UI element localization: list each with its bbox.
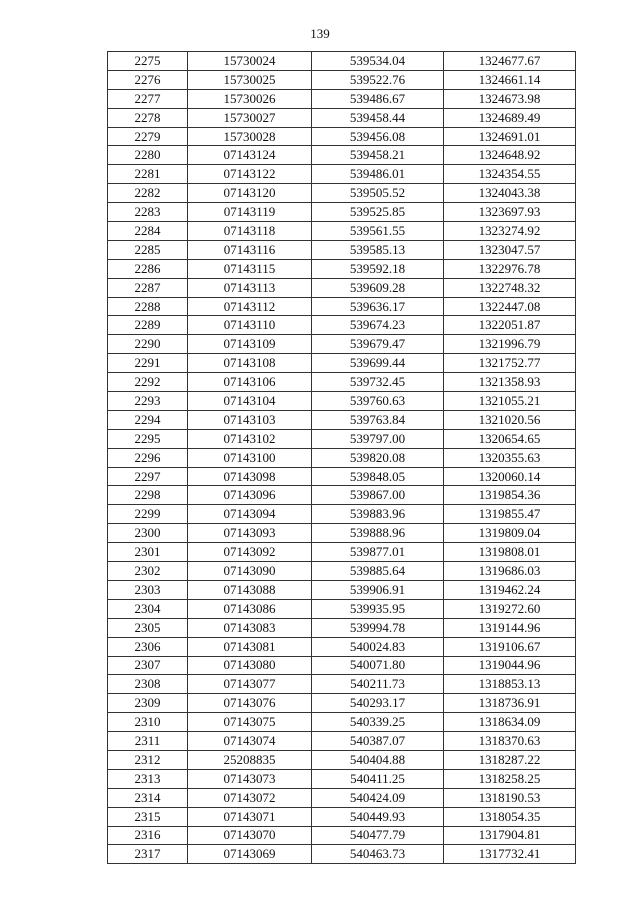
x-coordinate-cell: 539699.44 <box>312 354 444 373</box>
code-cell: 07143073 <box>188 769 312 788</box>
x-coordinate-cell: 539561.55 <box>312 222 444 241</box>
point-number-cell: 2282 <box>108 184 188 203</box>
code-cell: 07143070 <box>188 826 312 845</box>
x-coordinate-cell: 540424.09 <box>312 788 444 807</box>
table-row <box>108 108 576 127</box>
y-coordinate-cell: 1319144.96 <box>444 618 576 637</box>
point-number-cell: 2302 <box>108 562 188 581</box>
point-number-cell: 2314 <box>108 788 188 807</box>
y-coordinate-cell: 1319854.36 <box>444 486 576 505</box>
table-row <box>108 543 576 562</box>
code-cell: 07143108 <box>188 354 312 373</box>
table-row <box>108 373 576 392</box>
code-cell: 07143074 <box>188 732 312 751</box>
point-number-cell: 2289 <box>108 316 188 335</box>
table-row <box>108 203 576 222</box>
point-number-cell: 2299 <box>108 505 188 524</box>
x-coordinate-cell: 539885.64 <box>312 562 444 581</box>
y-coordinate-cell: 1322447.08 <box>444 297 576 316</box>
table-row <box>108 429 576 448</box>
point-number-cell: 2315 <box>108 807 188 826</box>
code-cell: 07143081 <box>188 637 312 656</box>
point-number-cell: 2298 <box>108 486 188 505</box>
point-number-cell: 2276 <box>108 70 188 89</box>
table-row <box>108 240 576 259</box>
x-coordinate-cell: 540463.73 <box>312 845 444 864</box>
y-coordinate-cell: 1324673.98 <box>444 89 576 108</box>
x-coordinate-cell: 540449.93 <box>312 807 444 826</box>
code-cell: 15730027 <box>188 108 312 127</box>
point-number-cell: 2280 <box>108 146 188 165</box>
table-row <box>108 524 576 543</box>
point-number-cell: 2307 <box>108 656 188 675</box>
code-cell: 07143115 <box>188 259 312 278</box>
x-coordinate-cell: 540404.88 <box>312 750 444 769</box>
y-coordinate-cell: 1319809.04 <box>444 524 576 543</box>
y-coordinate-cell: 1319462.24 <box>444 580 576 599</box>
y-coordinate-cell: 1320355.63 <box>444 448 576 467</box>
x-coordinate-cell: 539522.76 <box>312 70 444 89</box>
point-number-cell: 2303 <box>108 580 188 599</box>
table-row <box>108 52 576 71</box>
x-coordinate-cell: 539486.01 <box>312 165 444 184</box>
x-coordinate-cell: 539888.96 <box>312 524 444 543</box>
code-cell: 07143112 <box>188 297 312 316</box>
code-cell: 07143075 <box>188 713 312 732</box>
code-cell: 07143090 <box>188 562 312 581</box>
code-cell: 07143080 <box>188 656 312 675</box>
table-row <box>108 410 576 429</box>
code-cell: 07143110 <box>188 316 312 335</box>
code-cell: 07143122 <box>188 165 312 184</box>
code-cell: 07143113 <box>188 278 312 297</box>
y-coordinate-cell: 1319272.60 <box>444 599 576 618</box>
point-number-cell: 2305 <box>108 618 188 637</box>
point-number-cell: 2293 <box>108 392 188 411</box>
table-row <box>108 297 576 316</box>
code-cell: 07143071 <box>188 807 312 826</box>
y-coordinate-cell: 1324354.55 <box>444 165 576 184</box>
code-cell: 07143076 <box>188 694 312 713</box>
code-cell: 07143104 <box>188 392 312 411</box>
point-number-cell: 2317 <box>108 845 188 864</box>
point-number-cell: 2279 <box>108 127 188 146</box>
code-cell: 07143077 <box>188 675 312 694</box>
x-coordinate-cell: 539883.96 <box>312 505 444 524</box>
y-coordinate-cell: 1317904.81 <box>444 826 576 845</box>
y-coordinate-cell: 1324661.14 <box>444 70 576 89</box>
y-coordinate-cell: 1318853.13 <box>444 675 576 694</box>
x-coordinate-cell: 540477.79 <box>312 826 444 845</box>
table-row <box>108 222 576 241</box>
x-coordinate-cell: 539867.00 <box>312 486 444 505</box>
y-coordinate-cell: 1320654.65 <box>444 429 576 448</box>
point-number-cell: 2287 <box>108 278 188 297</box>
code-cell: 07143083 <box>188 618 312 637</box>
code-cell: 07143072 <box>188 788 312 807</box>
code-cell: 07143096 <box>188 486 312 505</box>
x-coordinate-cell: 539732.45 <box>312 373 444 392</box>
point-number-cell: 2308 <box>108 675 188 694</box>
y-coordinate-cell: 1319686.03 <box>444 562 576 581</box>
point-number-cell: 2290 <box>108 335 188 354</box>
table-row <box>108 467 576 486</box>
point-number-cell: 2296 <box>108 448 188 467</box>
table-row <box>108 807 576 826</box>
table-row <box>108 618 576 637</box>
table-row <box>108 70 576 89</box>
point-number-cell: 2300 <box>108 524 188 543</box>
x-coordinate-cell: 540387.07 <box>312 732 444 751</box>
code-cell: 07143124 <box>188 146 312 165</box>
table-row <box>108 165 576 184</box>
y-coordinate-cell: 1320060.14 <box>444 467 576 486</box>
y-coordinate-cell: 1321020.56 <box>444 410 576 429</box>
point-number-cell: 2284 <box>108 222 188 241</box>
x-coordinate-cell: 539674.23 <box>312 316 444 335</box>
y-coordinate-cell: 1319044.96 <box>444 656 576 675</box>
code-cell: 07143119 <box>188 203 312 222</box>
table-row <box>108 335 576 354</box>
table-row <box>108 599 576 618</box>
y-coordinate-cell: 1318736.91 <box>444 694 576 713</box>
x-coordinate-cell: 539456.08 <box>312 127 444 146</box>
code-cell: 07143120 <box>188 184 312 203</box>
x-coordinate-cell: 539848.05 <box>312 467 444 486</box>
point-number-cell: 2304 <box>108 599 188 618</box>
y-coordinate-cell: 1324648.92 <box>444 146 576 165</box>
x-coordinate-cell: 539585.13 <box>312 240 444 259</box>
code-cell: 07143118 <box>188 222 312 241</box>
x-coordinate-cell: 539458.44 <box>312 108 444 127</box>
y-coordinate-cell: 1323047.57 <box>444 240 576 259</box>
x-coordinate-cell: 539525.85 <box>312 203 444 222</box>
y-coordinate-cell: 1318190.53 <box>444 788 576 807</box>
table-row <box>108 750 576 769</box>
table-row <box>108 713 576 732</box>
x-coordinate-cell: 539760.63 <box>312 392 444 411</box>
table-row <box>108 562 576 581</box>
code-cell: 07143106 <box>188 373 312 392</box>
code-cell: 07143103 <box>188 410 312 429</box>
y-coordinate-cell: 1324691.01 <box>444 127 576 146</box>
x-coordinate-cell: 540024.83 <box>312 637 444 656</box>
y-coordinate-cell: 1318370.63 <box>444 732 576 751</box>
point-number-cell: 2311 <box>108 732 188 751</box>
code-cell: 07143109 <box>188 335 312 354</box>
y-coordinate-cell: 1319808.01 <box>444 543 576 562</box>
point-number-cell: 2310 <box>108 713 188 732</box>
table-row <box>108 656 576 675</box>
point-number-cell: 2278 <box>108 108 188 127</box>
table-row <box>108 146 576 165</box>
y-coordinate-cell: 1321752.77 <box>444 354 576 373</box>
point-number-cell: 2301 <box>108 543 188 562</box>
code-cell: 07143116 <box>188 240 312 259</box>
x-coordinate-cell: 539486.67 <box>312 89 444 108</box>
y-coordinate-cell: 1321358.93 <box>444 373 576 392</box>
table-row <box>108 788 576 807</box>
point-number-cell: 2294 <box>108 410 188 429</box>
code-cell: 07143086 <box>188 599 312 618</box>
table-row <box>108 637 576 656</box>
coordinates-table <box>107 51 576 864</box>
point-number-cell: 2275 <box>108 52 188 71</box>
y-coordinate-cell: 1318287.22 <box>444 750 576 769</box>
y-coordinate-cell: 1323697.93 <box>444 203 576 222</box>
y-coordinate-cell: 1322748.32 <box>444 278 576 297</box>
x-coordinate-cell: 540211.73 <box>312 675 444 694</box>
point-number-cell: 2281 <box>108 165 188 184</box>
x-coordinate-cell: 539679.47 <box>312 335 444 354</box>
point-number-cell: 2286 <box>108 259 188 278</box>
y-coordinate-cell: 1321996.79 <box>444 335 576 354</box>
code-cell: 07143093 <box>188 524 312 543</box>
code-cell: 07143100 <box>188 448 312 467</box>
table-row <box>108 259 576 278</box>
x-coordinate-cell: 540071.80 <box>312 656 444 675</box>
code-cell: 07143088 <box>188 580 312 599</box>
table-row <box>108 354 576 373</box>
y-coordinate-cell: 1317732.41 <box>444 845 576 864</box>
code-cell: 07143102 <box>188 429 312 448</box>
x-coordinate-cell: 540293.17 <box>312 694 444 713</box>
y-coordinate-cell: 1321055.21 <box>444 392 576 411</box>
point-number-cell: 2306 <box>108 637 188 656</box>
point-number-cell: 2277 <box>108 89 188 108</box>
x-coordinate-cell: 539906.91 <box>312 580 444 599</box>
y-coordinate-cell: 1322051.87 <box>444 316 576 335</box>
x-coordinate-cell: 539458.21 <box>312 146 444 165</box>
code-cell: 07143092 <box>188 543 312 562</box>
x-coordinate-cell: 539797.00 <box>312 429 444 448</box>
table-row <box>108 694 576 713</box>
code-cell: 15730026 <box>188 89 312 108</box>
table-row <box>108 278 576 297</box>
point-number-cell: 2283 <box>108 203 188 222</box>
table-row <box>108 769 576 788</box>
point-number-cell: 2297 <box>108 467 188 486</box>
code-cell: 07143098 <box>188 467 312 486</box>
table-row <box>108 826 576 845</box>
x-coordinate-cell: 539820.08 <box>312 448 444 467</box>
x-coordinate-cell: 539935.95 <box>312 599 444 618</box>
code-cell: 15730025 <box>188 70 312 89</box>
point-number-cell: 2292 <box>108 373 188 392</box>
y-coordinate-cell: 1318054.35 <box>444 807 576 826</box>
table-row <box>108 316 576 335</box>
point-number-cell: 2313 <box>108 769 188 788</box>
y-coordinate-cell: 1324677.67 <box>444 52 576 71</box>
table-row <box>108 675 576 694</box>
table-row <box>108 845 576 864</box>
table-body <box>108 52 576 864</box>
point-number-cell: 2285 <box>108 240 188 259</box>
point-number-cell: 2295 <box>108 429 188 448</box>
x-coordinate-cell: 539763.84 <box>312 410 444 429</box>
x-coordinate-cell: 539636.17 <box>312 297 444 316</box>
x-coordinate-cell: 539534.04 <box>312 52 444 71</box>
x-coordinate-cell: 540411.25 <box>312 769 444 788</box>
code-cell: 15730028 <box>188 127 312 146</box>
y-coordinate-cell: 1324689.49 <box>444 108 576 127</box>
table-row <box>108 505 576 524</box>
code-cell: 15730024 <box>188 52 312 71</box>
x-coordinate-cell: 539609.28 <box>312 278 444 297</box>
table-row <box>108 732 576 751</box>
point-number-cell: 2288 <box>108 297 188 316</box>
page-number: 139 <box>310 26 330 41</box>
table-row <box>108 486 576 505</box>
y-coordinate-cell: 1319106.67 <box>444 637 576 656</box>
table-row <box>108 448 576 467</box>
x-coordinate-cell: 539505.52 <box>312 184 444 203</box>
y-coordinate-cell: 1318258.25 <box>444 769 576 788</box>
code-cell: 07143094 <box>188 505 312 524</box>
y-coordinate-cell: 1323274.92 <box>444 222 576 241</box>
point-number-cell: 2309 <box>108 694 188 713</box>
table-row <box>108 392 576 411</box>
x-coordinate-cell: 539877.01 <box>312 543 444 562</box>
code-cell: 25208835 <box>188 750 312 769</box>
code-cell: 07143069 <box>188 845 312 864</box>
table-row <box>108 580 576 599</box>
x-coordinate-cell: 539994.78 <box>312 618 444 637</box>
y-coordinate-cell: 1322976.78 <box>444 259 576 278</box>
y-coordinate-cell: 1319855.47 <box>444 505 576 524</box>
y-coordinate-cell: 1324043.38 <box>444 184 576 203</box>
y-coordinate-cell: 1318634.09 <box>444 713 576 732</box>
x-coordinate-cell: 539592.18 <box>312 259 444 278</box>
point-number-cell: 2291 <box>108 354 188 373</box>
point-number-cell: 2312 <box>108 750 188 769</box>
point-number-cell: 2316 <box>108 826 188 845</box>
table-row <box>108 127 576 146</box>
table-row <box>108 89 576 108</box>
x-coordinate-cell: 540339.25 <box>312 713 444 732</box>
table-row <box>108 184 576 203</box>
